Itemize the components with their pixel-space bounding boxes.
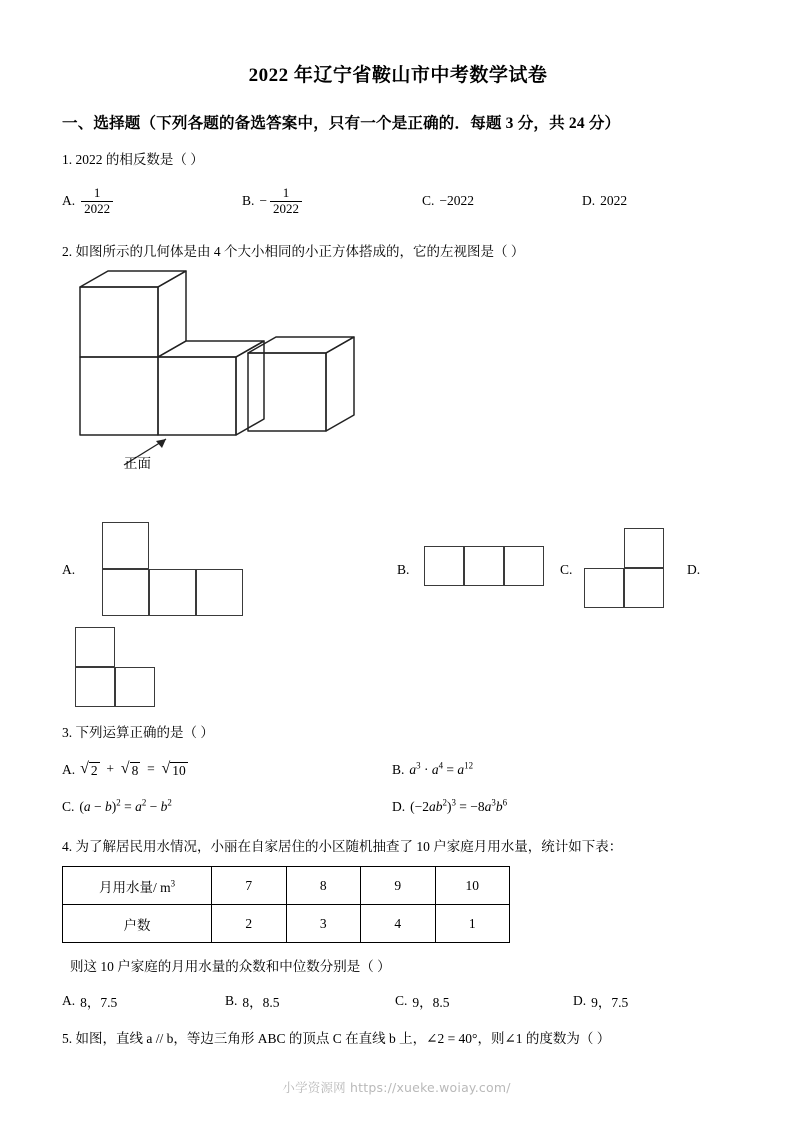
table-cell: 2 (212, 905, 287, 943)
choice-1-b-label: B. (242, 193, 255, 209)
square-cell (102, 569, 149, 616)
table-row-header-sup: 3 (170, 878, 176, 889)
choice-1-b-numerator: 1 (282, 185, 290, 201)
square-cell (75, 627, 115, 667)
choice-3-b-expression: $a^3 \cdot a^4 = a^{12}$ (409, 760, 474, 777)
question-3-choices-row-1 (62, 761, 734, 779)
watermark: 小学资源网 https://xueke.woiay.com/ (282, 1080, 511, 1095)
choice-3-c-label: C. (62, 798, 75, 814)
choice-1-a[interactable] (62, 186, 242, 216)
page-title: 2022 年辽宁省鞍山市中考数学试卷 (248, 65, 548, 86)
table-row (63, 867, 510, 905)
choice-3-d-label: D. (392, 798, 406, 814)
choice-4-b-label: B. (225, 993, 238, 1009)
choice-1-a-numerator: 1 (93, 185, 101, 201)
choice-1-d-label: D. (582, 193, 596, 209)
table-cell: 4 (361, 905, 436, 943)
question-2-figure (62, 269, 734, 484)
choice-3-a-label: A. (62, 761, 76, 777)
choice-2-c-label[interactable]: C. (560, 561, 573, 577)
square-cell (102, 522, 149, 569)
choice-4-d-value: 9，7.5 (591, 995, 629, 1011)
choice-4-a[interactable] (62, 991, 225, 1011)
choice-1-c[interactable] (422, 186, 582, 216)
choice-3-a-expression: √ 2 + √ 8 = √ 10 (80, 759, 186, 778)
choice-3-c[interactable] (62, 799, 392, 815)
choice-3-d-expression: $(-2ab^2)^3 = -8a^3b^6$ (410, 797, 508, 814)
choice-1-b-sign: − (259, 193, 268, 209)
isometric-solid-icon (62, 269, 362, 469)
choice-4-c-value: 9，8.5 (412, 995, 450, 1011)
table-row-header-text: 月用水量/ m (98, 879, 171, 895)
choice-3-a[interactable] (62, 761, 392, 779)
choice-4-b[interactable] (225, 991, 395, 1011)
square-cell (75, 667, 115, 707)
choice-1-b[interactable] (242, 186, 422, 216)
table-cell: 10 (435, 867, 510, 905)
table-row-header (63, 905, 212, 943)
square-cell (196, 569, 243, 616)
table-cell: 9 (361, 867, 436, 905)
choice-3-d[interactable] (392, 799, 507, 815)
choice-1-a-label: A. (62, 193, 76, 209)
choice-2-d-label[interactable]: D. (687, 561, 701, 577)
square-cell (115, 667, 155, 707)
front-face-label: 正面 (124, 455, 151, 471)
choice-4-b-value: 8，8.5 (242, 995, 280, 1011)
table-row-header-text: 户数 (123, 917, 151, 933)
question-2-choices (62, 514, 734, 719)
table-row (63, 905, 510, 943)
choice-4-a-label: A. (62, 993, 76, 1009)
choice-3-b-label: B. (392, 761, 405, 777)
square-cell (624, 568, 664, 608)
choice-2-a-label[interactable]: A. (62, 561, 76, 577)
choice-4-d[interactable] (573, 991, 628, 1011)
question-3-choices-row-2 (62, 799, 734, 815)
question-2-stem: 2. 如图所示的几何体是由 4 个大小相同的小正方体搭成的，它的左视图是（ ） (62, 244, 525, 260)
table-cell: 3 (286, 905, 361, 943)
square-cell (424, 546, 464, 586)
choice-1-a-denominator: 2022 (81, 201, 113, 217)
table-cell: 1 (435, 905, 510, 943)
choice-1-d[interactable] (582, 186, 627, 216)
square-cell (149, 569, 196, 616)
choice-1-b-fraction (270, 186, 302, 216)
choice-3-b[interactable] (392, 761, 473, 779)
choice-1-c-value: −2022 (439, 193, 475, 209)
question-4-sub-stem: 则这 10 户家庭的月用水量的众数和中位数分别是（ ） (70, 959, 391, 975)
choice-4-d-label: D. (573, 993, 587, 1009)
choice-4-c[interactable] (395, 991, 573, 1011)
choice-4-c-label: C. (395, 993, 408, 1009)
square-cell (624, 528, 664, 568)
square-cell (584, 568, 624, 608)
table-cell: 7 (212, 867, 287, 905)
choice-1-d-value: 2022 (600, 193, 628, 209)
question-5-stem: 5. 如图，直线 a // b，等边三角形 ABC 的顶点 C 在直线 b 上，∠2 = 40°，则∠1 的度数为（ ） (62, 1031, 611, 1047)
choice-2-b-label[interactable]: B. (397, 561, 410, 577)
square-cell (464, 546, 504, 586)
table-cell: 8 (286, 867, 361, 905)
choice-4-a-value: 8，7.5 (80, 995, 118, 1011)
choice-1-c-label: C. (422, 193, 435, 209)
question-1-stem: 1. 2022 的相反数是（ ） (62, 152, 204, 167)
square-cell (504, 546, 544, 586)
question-1-choices (62, 186, 734, 216)
question-4-choices (62, 991, 734, 1011)
choice-1-b-denominator: 2022 (270, 201, 302, 217)
page-content (62, 0, 734, 1050)
section-heading: 一、选择题（下列各题的备选答案中，只有一个是正确的．每题 3 分，共 24 分） (62, 115, 621, 132)
choice-1-a-fraction (81, 186, 113, 216)
question-4-stem: 4. 为了解居民用水情况，小丽在自家居住的小区随机抽查了 10 户家庭月用水量，统计如下表： (62, 838, 623, 854)
choice-3-c-expression: $(a - b)^2 = a^2 - b^2$ (79, 797, 172, 814)
question-3-stem: 3. 下列运算正确的是（ ） (62, 724, 214, 740)
water-usage-table (62, 866, 510, 943)
table-row-header (63, 867, 212, 905)
